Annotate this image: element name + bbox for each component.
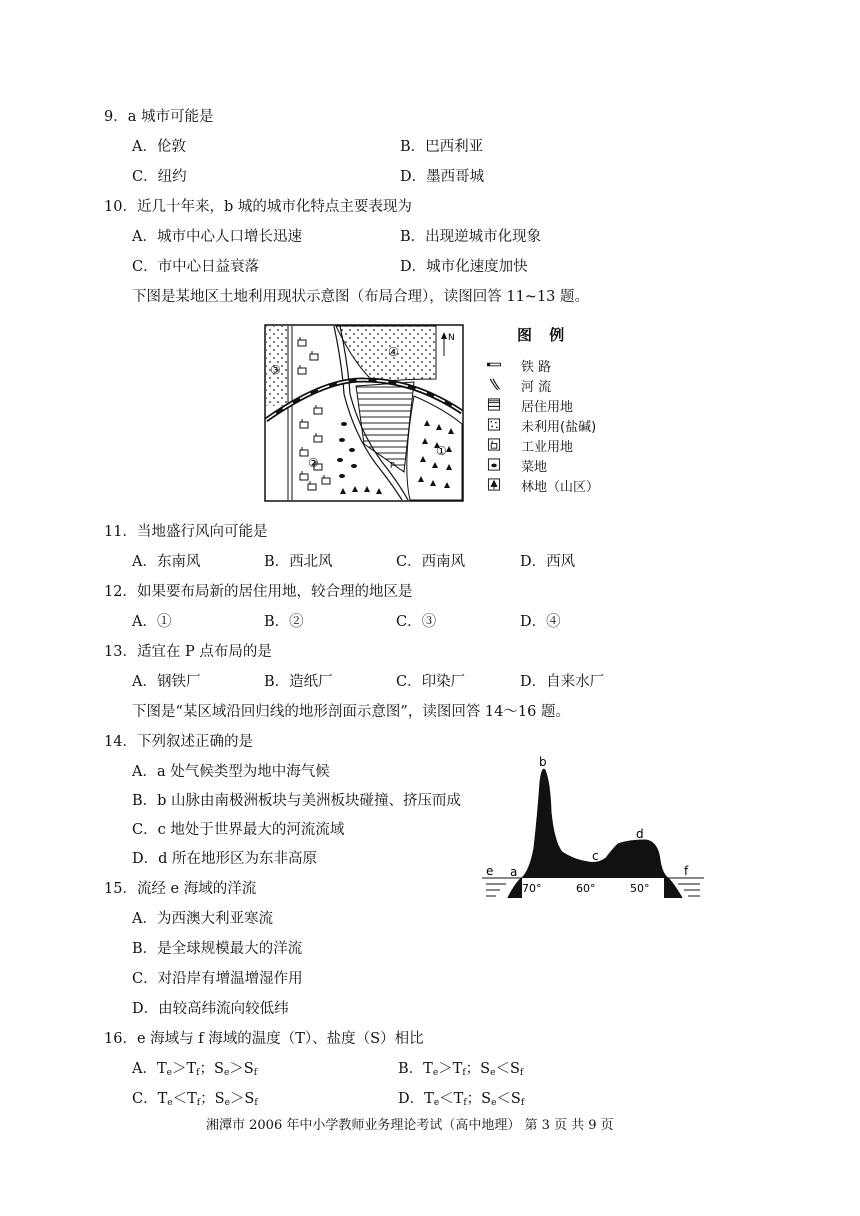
- question-10-option-a[interactable]: A．城市中心人口增长迅速: [132, 229, 302, 245]
- question-9-option-c[interactable]: C．纽约: [132, 169, 187, 185]
- page-footer: 湘潭市 2006 年中小学教师业务理论考试（高中地理） 第 3 页 共 9 页: [206, 1118, 614, 1133]
- option-letter: D．: [398, 1091, 425, 1107]
- zone-3-label: ③: [270, 363, 281, 377]
- point-a-label: a: [510, 865, 518, 879]
- symbol: T: [452, 1061, 463, 1077]
- symbol: T: [187, 1091, 197, 1107]
- question-9-option-d[interactable]: D．墨西哥城: [400, 169, 485, 185]
- question-11-option-a[interactable]: A．东南风: [132, 554, 201, 570]
- point-e-label: e: [486, 864, 494, 878]
- subscript: f: [463, 1098, 467, 1108]
- symbol: S: [243, 1061, 254, 1077]
- question-15-option-a[interactable]: A．为西澳大利亚寒流: [132, 911, 273, 927]
- question-13-option-d[interactable]: D．自来水厂: [520, 674, 605, 690]
- question-14-option-c[interactable]: C．c 地处于世界最大的河流流域: [132, 822, 345, 838]
- symbol: T: [424, 1091, 434, 1107]
- subscript: e: [432, 1068, 439, 1078]
- subscript: e: [223, 1068, 230, 1078]
- legend-label: 工业用地: [521, 440, 574, 455]
- question-11-option-b[interactable]: B．西北风: [264, 554, 333, 570]
- question-10-option-d[interactable]: D．城市化速度加快: [400, 259, 528, 275]
- option-letter: A．: [132, 1061, 157, 1077]
- legend-label: 菜地: [521, 460, 548, 475]
- symbol: S: [480, 1061, 491, 1077]
- zone-2-label: ②: [308, 456, 319, 470]
- operator: ＜: [172, 1091, 188, 1107]
- question-14-option-b[interactable]: B．b 山脉由南极洲板块与美洲板块碰撞、挤压而成: [132, 793, 462, 809]
- question-14-option-a[interactable]: A．a 处气候类型为地中海气候: [132, 764, 330, 780]
- separator: ；: [200, 1091, 215, 1107]
- question-10-stem: 10．近几十年来，b 城的城市化特点主要表现为: [104, 199, 412, 215]
- point-d-label: d: [636, 827, 644, 841]
- legend-row-industry: [487, 436, 637, 454]
- question-10-option-b[interactable]: B．出现逆城市化现象: [400, 229, 542, 245]
- terrain-profile-figure: [478, 752, 708, 902]
- question-11-stem: 11．当地盛行风向可能是: [104, 524, 268, 540]
- question-9-option-a[interactable]: A．伦敦: [132, 139, 186, 155]
- legend-row-forest: [487, 476, 637, 494]
- point-b-label: b: [539, 755, 547, 769]
- symbol: S: [214, 1091, 225, 1107]
- symbol: S: [510, 1091, 521, 1107]
- legend-title: 图 例: [517, 326, 571, 344]
- question-9-stem: 9．a 城市可能是: [104, 109, 214, 125]
- subscript: f: [462, 1068, 466, 1078]
- profile-intro-text: 下图是“某区域沿回归线的地形剖面示意图”，读图回答 14～16 题。: [132, 704, 570, 720]
- question-12-option-d[interactable]: D．④: [520, 614, 561, 630]
- question-9-option-b[interactable]: B．巴西利亚: [400, 139, 484, 155]
- symbol: T: [423, 1061, 433, 1077]
- subscript: f: [519, 1068, 524, 1078]
- legend-row-residential: [487, 396, 637, 414]
- land-use-map: [264, 324, 464, 502]
- north-label: N: [448, 333, 455, 343]
- legend-row-railway: [487, 356, 637, 374]
- subscript: e: [433, 1098, 440, 1108]
- question-13-stem: 13．适宜在 P 点布局的是: [104, 644, 272, 660]
- subscript: e: [166, 1068, 172, 1078]
- zone-1-label: ①: [436, 444, 447, 458]
- question-11-option-c[interactable]: C．西南风: [396, 554, 466, 570]
- legend-row-river: [487, 376, 637, 394]
- question-14-stem: 14．下列叙述正确的是: [104, 734, 253, 750]
- symbol: S: [244, 1091, 255, 1107]
- subscript: e: [490, 1068, 496, 1078]
- point-f-label: f: [684, 864, 689, 878]
- question-11-option-d[interactable]: D．西风: [520, 554, 576, 570]
- question-16-stem: 16．e 海域与 f 海域的温度（T）、盐度（S）相比: [104, 1031, 424, 1047]
- question-16-option-d[interactable]: [398, 1090, 524, 1112]
- question-12-stem: 12．如果要布局新的居住用地，较合理的地区是: [104, 584, 413, 600]
- longitude-50-label: 50°: [630, 882, 650, 895]
- legend-label: 河 流: [521, 380, 552, 395]
- option-letter: B．: [398, 1061, 424, 1077]
- question-13-option-c[interactable]: C．印染厂: [396, 674, 466, 690]
- legend-row-unused: [487, 416, 637, 434]
- question-16-option-c[interactable]: [132, 1090, 258, 1112]
- separator: ；: [465, 1061, 481, 1077]
- legend-row-vegetable: [487, 456, 637, 474]
- point-p-label: P: [390, 461, 395, 470]
- symbol: S: [509, 1061, 520, 1077]
- option-letter: C．: [132, 1091, 158, 1107]
- operator: ＞: [229, 1091, 245, 1107]
- subscript: e: [167, 1098, 173, 1108]
- operator: ＞: [171, 1061, 187, 1077]
- operator: ＜: [496, 1091, 511, 1107]
- symbol: T: [453, 1091, 464, 1107]
- subscript: e: [491, 1098, 497, 1108]
- map-intro-text: 下图是某地区土地利用现状示意图（布局合理），读图回答 11~13 题。: [132, 289, 590, 305]
- question-15-option-c[interactable]: C．对沿岸有增温增湿作用: [132, 971, 303, 987]
- river-icon: [487, 378, 501, 391]
- legend-label: 林地（山区）: [521, 480, 600, 495]
- legend-label: 铁 路: [521, 360, 552, 375]
- operator: ＜: [439, 1091, 454, 1107]
- question-13-option-a[interactable]: A．钢铁厂: [132, 674, 201, 690]
- question-12-option-a[interactable]: A．①: [132, 614, 172, 630]
- operator: ＜: [495, 1061, 510, 1077]
- subscript: f: [254, 1098, 258, 1108]
- subscript: f: [196, 1068, 200, 1078]
- question-14-option-d[interactable]: D．d 所在地形区为东非高原: [132, 851, 318, 867]
- vegetable-icon: [487, 458, 501, 471]
- residential-icon: [487, 398, 501, 411]
- question-15-stem: 15．流经 e 海域的洋流: [104, 881, 257, 897]
- symbol: T: [156, 1061, 167, 1077]
- longitude-70-label: 70°: [522, 882, 542, 895]
- zone-4-label: ④: [388, 345, 399, 359]
- symbol: T: [157, 1091, 168, 1107]
- question-15-option-b[interactable]: B．是全球规模最大的洋流: [132, 941, 303, 957]
- operator: ＞: [229, 1061, 244, 1077]
- question-12-option-c[interactable]: C．③: [396, 614, 437, 630]
- point-c-label: c: [592, 849, 599, 863]
- symbol: S: [214, 1061, 224, 1077]
- subscript: f: [253, 1068, 258, 1078]
- symbol: S: [481, 1091, 492, 1107]
- question-12-option-b[interactable]: B．②: [264, 614, 304, 630]
- legend-label: 居住用地: [521, 400, 574, 415]
- legend-label: 未利用(盐碱): [521, 420, 597, 435]
- question-16-option-a[interactable]: [132, 1060, 257, 1082]
- question-13-option-b[interactable]: B．造纸厂: [264, 674, 333, 690]
- separator: ；: [199, 1061, 214, 1077]
- unused-land-icon: [487, 418, 501, 431]
- question-16-option-b[interactable]: [398, 1060, 523, 1082]
- operator: ＞: [438, 1061, 453, 1077]
- separator: ；: [466, 1091, 482, 1107]
- question-10-option-c[interactable]: C．市中心日益衰落: [132, 259, 260, 275]
- subscript: f: [196, 1098, 201, 1108]
- forest-icon: [487, 478, 501, 491]
- longitude-60-label: 60°: [576, 882, 596, 895]
- industry-icon: [487, 438, 501, 451]
- question-15-option-d[interactable]: D．由较高纬流向较低纬: [132, 1001, 289, 1017]
- subscript: f: [520, 1098, 525, 1108]
- railway-icon: [487, 358, 501, 371]
- subscript: e: [224, 1098, 230, 1108]
- symbol: T: [186, 1061, 197, 1077]
